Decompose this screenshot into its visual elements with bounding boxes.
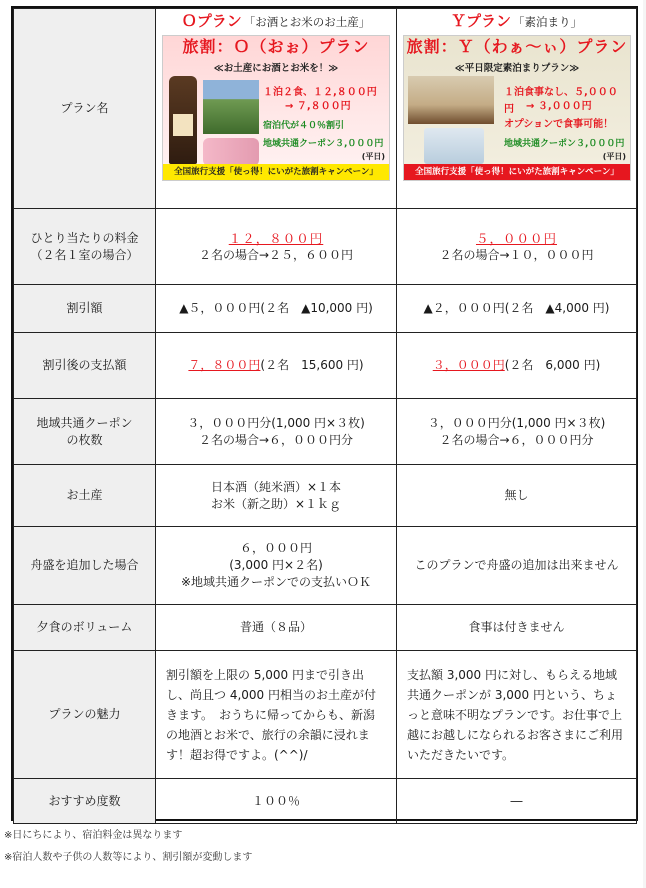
label-recommend: おすすめ度数 — [14, 779, 156, 824]
appeal-b: 支払額 3,000 円に対し、もらえる地域共通クーポンが 3,000 円という、ちょっと意味不明なプランです。お仕事で上越にお越しになられるお客さまにご利用いただきたいです。 — [397, 651, 637, 779]
coupon-b-double: ２名の場合→６，０００円分 — [439, 432, 594, 447]
coupon-b-single: ３，０００円分(1,000 円×３枚) — [427, 415, 606, 430]
banner-b-option: オプションで食事可能！ — [504, 119, 614, 130]
plan-comparison-table — [11, 6, 638, 821]
discount-b: ▲２，０００円(２名 ▲4,000 円) — [397, 285, 637, 333]
banner-a-price2: → ７,８００円 — [285, 101, 351, 112]
label-price-line1: ひとり当たりの料金 — [30, 230, 139, 245]
label-discount: 割引額 — [14, 285, 156, 333]
guest-room-image — [408, 76, 494, 124]
plan-a-header — [156, 9, 397, 209]
plan-a-name: Ｏプラン — [181, 12, 242, 30]
banner-b-coupon: 地域共通クーポン３,０００円 — [504, 139, 625, 149]
row-appeal — [14, 651, 637, 779]
row-after-discount — [14, 333, 637, 399]
banner-a-weekday: (平日) — [361, 152, 385, 161]
plan-table — [13, 8, 637, 824]
funamori-b: このプランで舟盛の追加は出来ません — [397, 527, 637, 605]
row-recommend — [14, 779, 637, 824]
banner-b-weekday: (平日) — [602, 152, 626, 161]
coupon-a-double: ２名の場合→６，０００円分 — [198, 432, 354, 447]
plan-a-banner — [162, 35, 390, 181]
dinner-b: 食事は付きません — [397, 605, 637, 651]
souvenir-b: 無し — [397, 465, 637, 527]
plan-a-subtitle: 「お酒とお米のお土産」 — [243, 15, 371, 29]
souvenir-a-rice: お米（新之助）×１ｋｇ — [210, 496, 342, 511]
after-a — [156, 333, 397, 399]
label-price — [14, 209, 156, 285]
funamori-a-total: ６，０００円 — [239, 541, 312, 555]
row-discount — [14, 285, 637, 333]
row-dinner — [14, 605, 637, 651]
banner-a-price1: １泊２食、１２,８００円 — [263, 87, 377, 98]
label-coupon-line1: 地域共通クーポン — [36, 415, 133, 430]
banner-b-title: 旅割：Ｙ（わぁ～ぃ）プラン — [406, 37, 628, 56]
after-a-amount: ７，８００円 — [188, 358, 261, 372]
label-appeal: プランの魅力 — [14, 651, 156, 779]
after-b — [397, 333, 637, 399]
label-dinner: 夕食のボリューム — [14, 605, 156, 651]
label-price-line2: （２名１室の場合） — [30, 247, 139, 262]
banner-b-footer: 全国旅行支援「使っ得！にいがた旅割キャンペーン」 — [404, 164, 630, 180]
after-b-amount: ３，０００円 — [432, 358, 505, 372]
after-a-pair: (２名 15,600 円) — [260, 358, 364, 372]
coupon-b — [397, 399, 637, 465]
label-plan-name: プラン名 — [14, 9, 156, 209]
row-plan-name — [14, 9, 637, 209]
plan-b-banner — [403, 35, 631, 181]
price-a-single: １２，８００円 — [228, 230, 324, 246]
coupon-a-single: ３，０００円分(1,000 円×３枚) — [187, 415, 365, 430]
banner-b-price1: １泊食事なし、５,０００円 — [504, 87, 618, 115]
banner-a-title: 旅割：Ｏ（おぉ）プラン — [182, 37, 370, 56]
appeal-a: 割引額を上限の 5,000 円まで引き出し、尚且つ 4,000 円相当のお土産が付きます。 おうちに帰ってからも、新潟の地酒とお米で、旅行の余韻に浸れます！超お得ですよ。(^^)/ — [156, 651, 397, 779]
sake-bottle-image — [169, 76, 197, 164]
cherry-blossom-image — [203, 138, 259, 166]
souvenir-a-sake: 日本酒（純米酒）×１本 — [210, 479, 342, 494]
label-coupon — [14, 399, 156, 465]
banner-a-tagline: ≪お土産にお酒とお米を！≫ — [213, 63, 339, 74]
label-coupon-line2: の枚数 — [66, 432, 103, 447]
banner-b-price2: → ３,０００円 — [526, 101, 592, 112]
dinner-a: 普通（８品） — [156, 605, 397, 651]
price-b-single: ５，０００円 — [475, 230, 557, 246]
after-b-pair: (２名 6,000 円) — [504, 358, 601, 372]
recommend-a: １００％ — [156, 779, 397, 824]
banner-a-footer: 全国旅行支援「使っ得！にいがた旅割キャンペーン」 — [163, 164, 389, 180]
price-b-double: ２名の場合→１０，０００円 — [439, 247, 594, 262]
plan-b-subtitle: 「素泊まり」 — [513, 15, 582, 29]
recommend-b: ― — [397, 779, 637, 824]
label-after-discount: 割引後の支払額 — [14, 333, 156, 399]
label-funamori: 舟盛を追加した場合 — [14, 527, 156, 605]
row-price — [14, 209, 637, 285]
funamori-a-note: ※地域共通クーポンでの支払いＯＫ — [180, 575, 372, 589]
row-funamori — [14, 527, 637, 605]
coupon-a — [156, 399, 397, 465]
row-souvenir — [14, 465, 637, 527]
funamori-a-breakdown: (3,000 円×２名) — [229, 558, 323, 572]
banner-a-coupon: 地域共通クーポン３,０００円 — [263, 139, 384, 149]
discount-a: ▲５，０００円(２名 ▲10,000 円) — [156, 285, 397, 333]
plan-b-name: Ｙプラン — [450, 12, 511, 30]
footnote-price-varies: ※日にちにより、宿泊料金は異なります — [4, 830, 183, 841]
price-a-double: ２名の場合→２５，６００円 — [198, 247, 354, 262]
footnote-discount-varies: ※宿泊人数や子供の人数等により、割引額が変動します — [4, 852, 253, 863]
row-coupon — [14, 399, 637, 465]
price-a — [156, 209, 397, 285]
funamori-a — [156, 527, 397, 605]
souvenir-a — [156, 465, 397, 527]
rice-field-image — [203, 80, 259, 134]
price-b — [397, 209, 637, 285]
label-souvenir: お土産 — [14, 465, 156, 527]
banner-a-discount: 宿泊代が４０％割引 — [263, 121, 345, 131]
bath-image — [424, 128, 484, 164]
plan-b-header — [397, 9, 637, 209]
banner-b-tagline: ≪平日限定素泊まりプラン≫ — [454, 63, 580, 74]
